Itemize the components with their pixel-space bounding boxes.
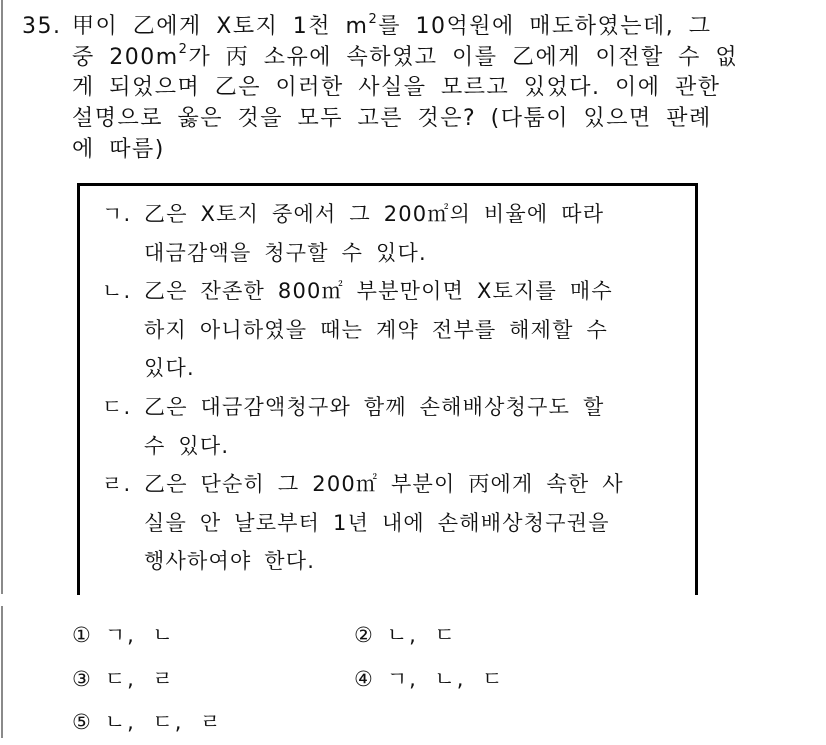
question-line: 게 되었으며 乙은 이러한 사실을 모르고 있었다. 이에 관한 xyxy=(72,75,721,101)
left-margin-rule xyxy=(1,0,3,594)
statement-marker: ㄷ. xyxy=(102,394,132,419)
statement-marker: ㄹ. xyxy=(102,472,132,497)
option-2[interactable]: ② ㄴ, ㄷ xyxy=(354,623,457,647)
left-margin-rule xyxy=(1,606,3,738)
statement-item: ㄴ. 乙은 잔존한 800㎡ 부분만이면 X토지를 매수 하지 아니하였을 때는 계약 전부를 해제할 수 있다. xyxy=(102,272,702,388)
question-number: 35. xyxy=(22,14,62,39)
question-line: 甲이 乙에게 X토지 1천 $m^2$를 10억원에 매도하였는데, 그 xyxy=(72,11,712,39)
option-1[interactable]: ① ㄱ, ㄴ xyxy=(72,623,175,647)
statement-item: ㄹ. 乙은 단순히 그 200㎡ 부분이 丙에게 속한 사 실을 안 날로부터 1년 내에 손해배상청구권을 행사하여야 한다. xyxy=(102,465,702,581)
statement-marker: ㄴ. xyxy=(102,279,132,304)
question-text xyxy=(72,12,792,166)
option-4[interactable]: ④ ㄱ, ㄴ, ㄷ xyxy=(354,666,505,691)
statement-item: ㄱ. 乙은 X토지 중에서 그 200㎡의 비율에 따라 대금감액을 청구할 수 있다. xyxy=(102,195,702,272)
question-line: 중 $200m^2$가 丙 소유에 속하였고 이를 乙에게 이전할 수 없 xyxy=(72,42,739,70)
statements-list xyxy=(102,195,702,581)
question-line: 설명으로 옳은 것을 모두 고른 것은? (다툼이 있으면 판례 xyxy=(72,106,712,132)
superscript: 2 xyxy=(368,11,379,27)
answer-options xyxy=(72,614,772,745)
statement-marker: ㄱ. xyxy=(102,202,132,226)
statement-item: ㄷ. 乙은 대금감액청구와 함께 손해배상청구도 할 수 있다. xyxy=(102,388,702,465)
question-line: 에 따름) xyxy=(72,136,165,162)
option-3[interactable]: ③ ㄷ, ㄹ xyxy=(72,666,175,691)
option-5[interactable]: ⑤ ㄴ, ㄷ, ㄹ xyxy=(72,710,223,734)
superscript: 2 xyxy=(178,42,189,58)
